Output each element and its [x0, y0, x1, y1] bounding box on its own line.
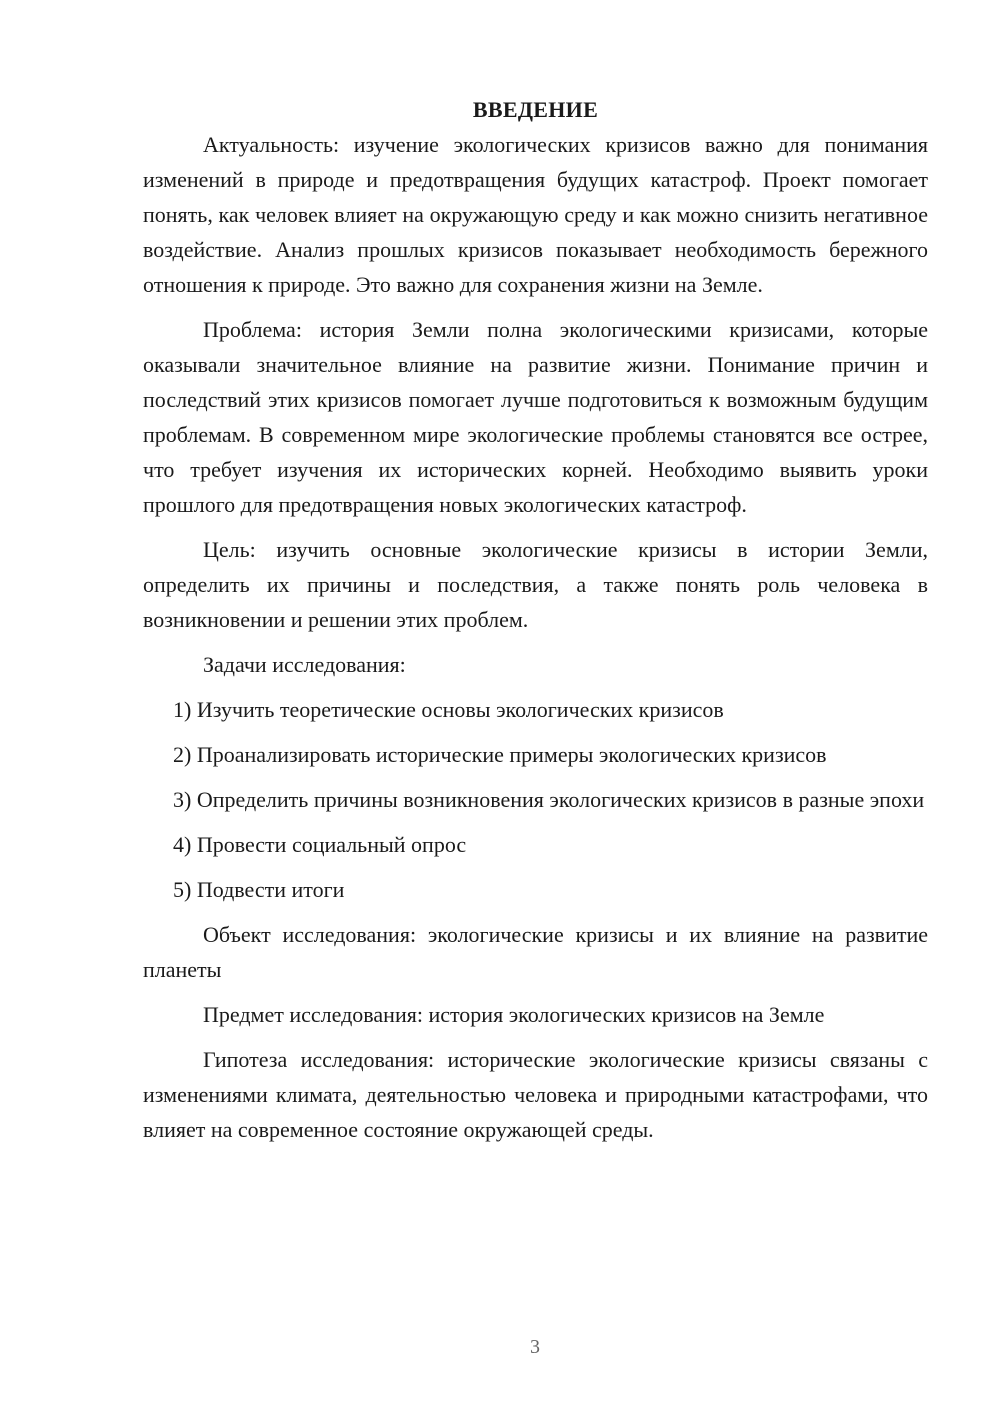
paragraph-gap: [143, 682, 928, 692]
paragraph-gap: [143, 987, 928, 997]
task-item: 1) Изучить теоретические основы экологических кризисов: [173, 697, 724, 722]
problem-paragraph: Проблема: история Земли полна экологическими кризисами, которые оказывали значительное влияние на развитие жизни. Понимание причин и последствий этих кризисов помогает лучше подготовиться к возможным будущим проблемам. В современном мире экологические проблемы становятся все острее, что требует изучения их исторических корней. Необходимо выявить уроки прошлого для предотвращения новых экологических катастроф.: [143, 317, 928, 517]
paragraph-gap: [143, 862, 928, 872]
tasks-heading: Задачи исследования:: [203, 652, 406, 677]
page-title: ВВЕДЕНИЕ: [472, 97, 599, 122]
task-item: 4) Провести социальный опрос: [173, 832, 467, 857]
relevance-paragraph: Актуальность: изучение экологических кризисов важно для понимания изменений в природе и предотвращения будущих катастроф. Проект помогает понять, как человек влияет на окружающую среду и как можно снизить негативное воздействие. Анализ прошлых кризисов показывает необходимость бережного отношения к природе. Это важно для сохранения жизни на Земле.: [143, 132, 928, 297]
task-item: 5) Подвести итоги: [173, 877, 345, 902]
goal-paragraph: Цель: изучить основные экологические кризисы в истории Земли, определить их причины и последствия, а также понять роль человека в возникновении и решении этих проблем.: [143, 537, 928, 632]
paragraph-gap: [143, 772, 928, 782]
hypothesis-paragraph: Гипотеза исследования: исторические экологические кризисы связаны с изменениями климата, деятельностью человека и природными катастрофами, что влияет на современное состояние окружающей среды.: [143, 1047, 928, 1142]
paragraph-gap: [143, 522, 928, 532]
paragraph-gap: [143, 727, 928, 737]
paragraph-gap: [143, 637, 928, 647]
document-page: [143, 92, 928, 1147]
task-item: 2) Проанализировать исторические примеры экологических кризисов: [173, 742, 827, 767]
paragraph-gap: [143, 1032, 928, 1042]
subject-paragraph: Предмет исследования: история экологических кризисов на Земле: [203, 1002, 825, 1027]
paragraph-gap: [143, 302, 928, 312]
task-item: 3) Определить причины возникновения экологических кризисов в разные эпохи: [173, 787, 925, 812]
page-number: 3: [530, 1336, 540, 1358]
paragraph-gap: [143, 817, 928, 827]
object-paragraph: Объект исследования: экологические кризисы и их влияние на развитие планеты: [143, 922, 928, 982]
paragraph-gap: [143, 907, 928, 917]
